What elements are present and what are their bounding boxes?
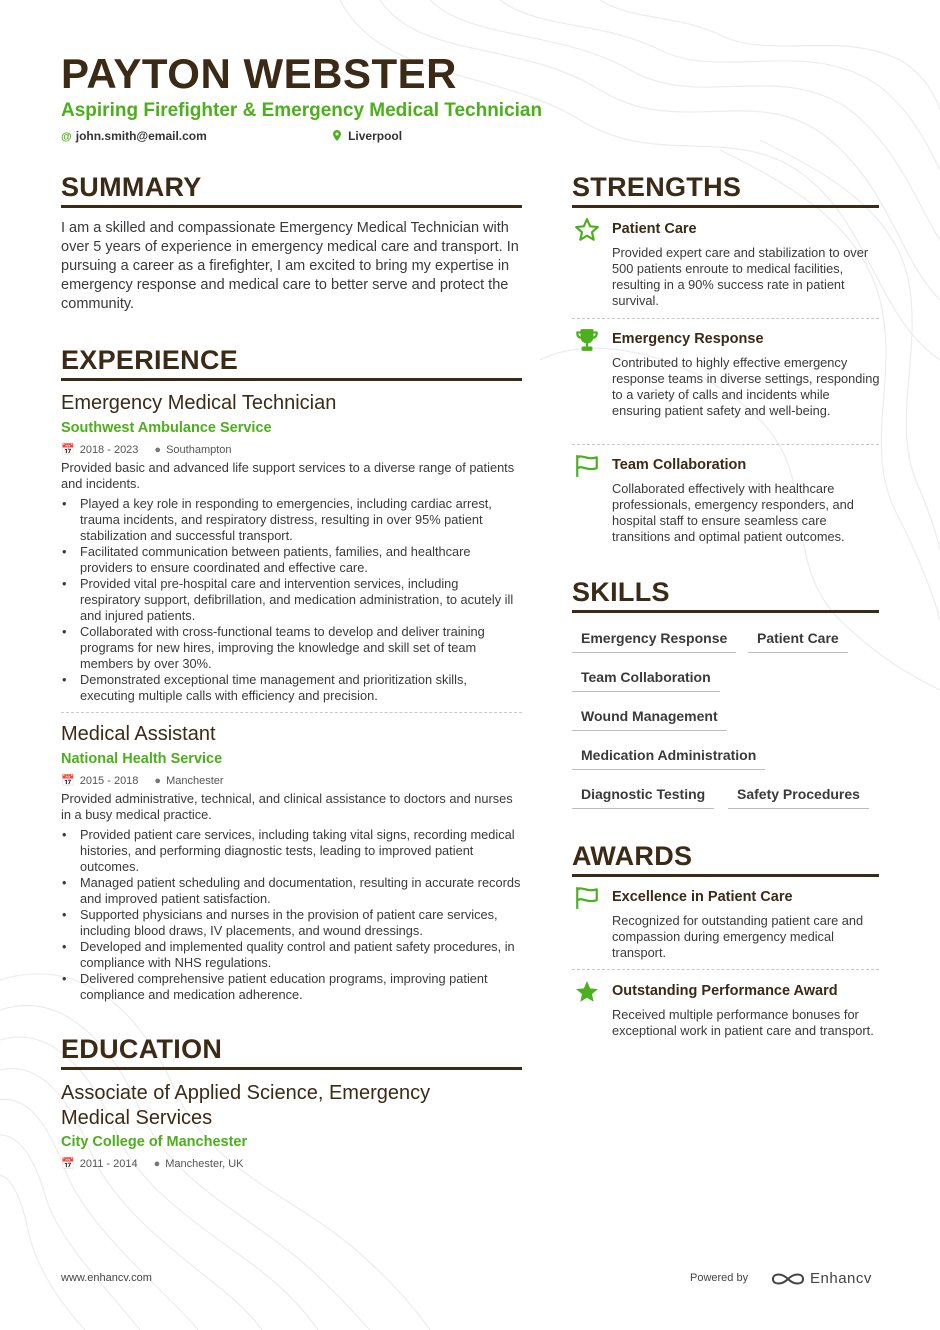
- enhancv-logo[interactable]: [770, 1268, 874, 1290]
- job-description: Provided basic and advanced life support services to a diverse range of patients and incidents.: [61, 460, 515, 491]
- job-bullets: [61, 827, 522, 1003]
- strength-title: Team Collaboration: [612, 457, 747, 473]
- calendar-icon: 📅: [61, 1158, 75, 1170]
- education-location: Manchester, UK: [165, 1158, 244, 1170]
- skill-tag: Team Collaboration: [572, 669, 720, 692]
- skill-tag: Safety Procedures: [728, 786, 869, 809]
- bullet-item: • Provided patient care services, including taking vital signs, recording medical histories, and performing diagnostic tests, leading to improved patient outcomes.: [61, 827, 522, 875]
- education-dates: 2011 - 2014: [79, 1158, 138, 1170]
- flag-icon: [574, 885, 600, 911]
- job-meta: [61, 774, 224, 787]
- company-name: National Health Service: [61, 751, 223, 767]
- location-pin-icon: [333, 131, 344, 143]
- bullet-item: • Developed and implemented quality control and patient safety procedures, in compliance with NHS regulations.: [61, 939, 522, 971]
- strength-text: Contributed to highly effective emergency response teams in diverse settings, responding to a variety of calls and incidents while ensuring patient safety and well-being.: [612, 355, 880, 418]
- skill-tag: Diagnostic Testing: [572, 786, 714, 809]
- location-pin-icon: ●: [154, 444, 162, 456]
- skill-tag: Emergency Response: [572, 630, 736, 653]
- bullet-item: • Collaborated with cross-functional teams to develop and deliver training programs for new hires, improving the knowledge and skill set of team members by over 30%.: [61, 624, 522, 672]
- bullet-item: • Demonstrated exceptional time management and prioritization skills, executing multiple calls with efficiency and precision.: [61, 672, 522, 704]
- award-title: Excellence in Patient Care: [612, 889, 793, 905]
- location-pin-icon: ●: [153, 1158, 161, 1170]
- school-name: City College of Manchester: [61, 1134, 248, 1150]
- bullet-item: • Supported physicians and nurses in the provision of patient care services, including blood draws, IV placements, and wound dressings.: [61, 907, 522, 939]
- strengths-heading: STRENGTHS: [572, 172, 879, 208]
- strength-text: Collaborated effectively with healthcare professionals, emergency responders, and hospital staff to ensure seamless care transitions and optimal patient outcomes.: [612, 481, 854, 544]
- education-meta: [61, 1157, 244, 1170]
- footer-website[interactable]: www.enhancv.com: [61, 1272, 152, 1284]
- email-contact[interactable]: [61, 129, 207, 143]
- skills-heading: SKILLS: [572, 577, 879, 613]
- divider: [572, 969, 879, 970]
- location-contact: [333, 129, 402, 143]
- job-location: Southampton: [166, 444, 232, 456]
- calendar-icon: 📅: [61, 775, 75, 787]
- award-text: Received multiple performance bonuses for exceptional work in patient care and transport.: [612, 1007, 874, 1038]
- divider: [572, 318, 879, 319]
- location-text: Liverpool: [348, 129, 403, 143]
- email-text: john.smith@email.com: [75, 129, 207, 143]
- job-meta: [61, 443, 232, 456]
- award-title: Outstanding Performance Award: [612, 983, 838, 999]
- awards-heading: AWARDS: [572, 841, 879, 877]
- bullet-item: • Played a key role in responding to emergencies, including cardiac arrest, trauma incidents, and respiratory distress, resulting in over 95% patient stabilization and successful transport.: [61, 496, 522, 544]
- trophy-icon: [574, 327, 600, 353]
- company-name: Southwest Ambulance Service: [61, 420, 272, 436]
- education-heading: EDUCATION: [61, 1034, 522, 1070]
- bullet-item: • Delivered comprehensive patient education programs, improving patient compliance and medication adherence.: [61, 971, 522, 1003]
- footer-powered-by: Powered by: [690, 1272, 749, 1284]
- bullet-item: • Provided vital pre-hospital care and intervention services, including respiratory support, defibrillation, and medication administration, to acutely ill and injured patients.: [61, 576, 522, 624]
- experience-heading: EXPERIENCE: [61, 345, 522, 381]
- location-pin-icon: ●: [154, 775, 162, 787]
- bullet-item: • Managed patient scheduling and documentation, resulting in accurate records and improved patient satisfaction.: [61, 875, 522, 907]
- divider: [572, 444, 879, 445]
- candidate-name: PAYTON WEBSTER: [61, 50, 457, 97]
- strength-title: Patient Care: [612, 221, 697, 237]
- enhancv-logo-text: Enhancv: [810, 1270, 872, 1287]
- summary-heading: SUMMARY: [61, 172, 522, 208]
- summary-text: I am a skilled and compassionate Emergency Medical Technician with over 5 years of experience in emergency medical care and transport. In pursuing a career as a firefighter, I am excited to bring my expertise in emergency response and medical care to better serve and protect the community.: [61, 220, 519, 312]
- strength-title: Emergency Response: [612, 331, 764, 347]
- degree-title: Associate of Applied Science, Emergency Medical Services: [61, 1082, 431, 1129]
- star-filled-icon: [574, 979, 600, 1005]
- at-icon: @: [61, 131, 72, 143]
- skill-tag: Patient Care: [748, 630, 848, 653]
- job-title: Emergency Medical Technician: [61, 392, 337, 414]
- flag-icon: [574, 453, 600, 479]
- job-bullets: [61, 496, 522, 704]
- divider: [61, 712, 522, 713]
- calendar-icon: 📅: [61, 444, 75, 456]
- star-outline-icon: [574, 217, 600, 243]
- skill-tag: Medication Administration: [572, 747, 765, 770]
- job-description: Provided administrative, technical, and clinical assistance to doctors and nurses in a busy medical practice.: [61, 791, 513, 822]
- job-location: Manchester: [166, 775, 224, 787]
- strength-text: Provided expert care and stabilization to over 500 patients enroute to medical facilities, resulting in a 90% success rate in patient survival.: [612, 245, 869, 308]
- job-title: Medical Assistant: [61, 723, 216, 745]
- enhancv-logo-icon: [770, 1268, 806, 1290]
- skill-tag: Wound Management: [572, 708, 727, 731]
- candidate-title: Aspiring Firefighter & Emergency Medical Technician: [61, 100, 543, 121]
- bullet-item: • Facilitated communication between patients, families, and healthcare providers to ensure coordinated and effective care.: [61, 544, 522, 576]
- job-dates: 2018 - 2023: [79, 444, 139, 456]
- job-dates: 2015 - 2018: [79, 775, 139, 787]
- award-text: Recognized for outstanding patient care and compassion during emergency medical transport.: [612, 913, 864, 960]
